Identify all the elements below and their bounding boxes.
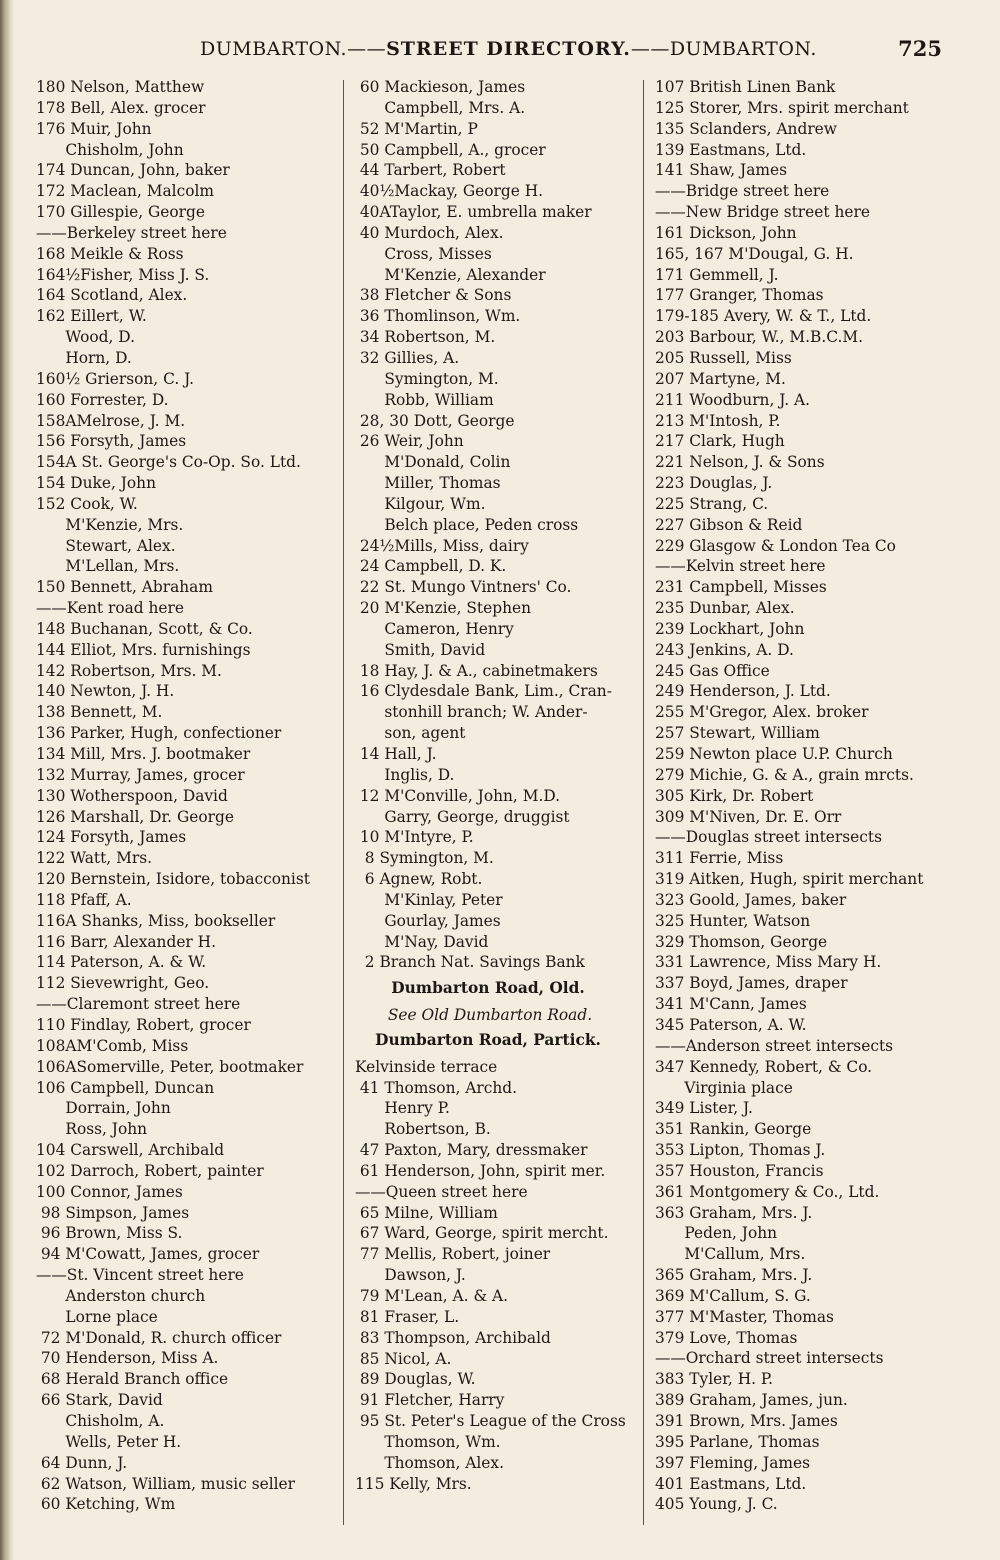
directory-entry: 66 Stark, David	[36, 1391, 163, 1410]
directory-entry: Kilgour, Wm.	[355, 494, 486, 513]
directory-entry: 116A Shanks, Miss, bookseller	[36, 911, 276, 930]
directory-entry: 24 Campbell, D. K.	[355, 557, 507, 576]
directory-entry: 142 Robertson, Mrs. M.	[36, 661, 222, 680]
directory-entry: 70 Henderson, Miss A.	[36, 1349, 219, 1368]
header-title: STREET DIRECTORY.	[386, 38, 631, 60]
directory-entry: 180 Nelson, Matthew	[36, 78, 205, 96]
directory-entry: son, agent	[355, 724, 466, 743]
directory-entry: 154 Duke, John	[36, 474, 156, 493]
directory-entry: 311 Ferrie, Miss	[655, 849, 784, 868]
directory-entry: Virginia place	[655, 1078, 793, 1097]
directory-entry: 161 Dickson, John	[655, 223, 797, 242]
directory-entry: 10 M'Intyre, P.	[355, 828, 474, 847]
street-heading: Dumbarton Road, Old.	[391, 979, 585, 998]
directory-entry: 77 Mellis, Robert, joiner	[355, 1245, 551, 1264]
directory-entry: 36 Thomlinson, Wm.	[355, 307, 521, 326]
directory-entry: Campbell, Mrs. A.	[355, 98, 526, 117]
directory-entry: Peden, John	[655, 1224, 778, 1243]
directory-entry: 160 Forrester, D.	[36, 390, 169, 409]
directory-entry: 337 Boyd, James, draper	[655, 974, 848, 993]
directory-entry: 391 Brown, Mrs. James	[655, 1412, 838, 1430]
directory-entry: Gourlay, James	[355, 911, 501, 930]
directory-entry: 150 Bennett, Abraham	[36, 578, 213, 597]
directory-entry: 41 Thomson, Archd.	[355, 1078, 518, 1097]
directory-column-1	[36, 77, 338, 1532]
directory-entry: 211 Woodburn, J. A.	[655, 390, 811, 409]
directory-entry: 115 Kelly, Mrs.	[355, 1474, 472, 1493]
directory-entry: 34 Robertson, M.	[355, 328, 496, 347]
directory-entry: 162 Eillert, W.	[36, 307, 147, 326]
directory-entry: Miller, Thomas	[355, 474, 501, 493]
cross-street-marker: ——Orchard street intersects	[655, 1349, 884, 1368]
directory-entry: 118 Pfaff, A.	[36, 890, 132, 909]
directory-entry: 363 Graham, Mrs. J.	[655, 1203, 813, 1222]
directory-entry: M'Donald, Colin	[355, 453, 511, 472]
directory-entry: 347 Kennedy, Robert, & Co.	[655, 1057, 873, 1076]
directory-entry: 177 Granger, Thomas	[655, 286, 824, 305]
directory-entry: 239 Lockhart, John	[655, 619, 805, 638]
directory-entry: 148 Buchanan, Scott, & Co.	[36, 619, 253, 638]
directory-entry: 351 Rankin, George	[655, 1120, 812, 1139]
directory-entry: 213 M'Intosh, P.	[655, 411, 781, 430]
directory-entry: 138 Bennett, M.	[36, 703, 163, 722]
directory-column-2	[355, 77, 635, 1532]
directory-entry: 257 Stewart, William	[655, 724, 820, 743]
directory-entry: 100 Connor, James	[36, 1182, 183, 1201]
directory-entry: 203 Barbour, W., M.B.C.M.	[655, 328, 864, 347]
directory-entry: 14 Hall, J.	[355, 745, 437, 763]
directory-entry: 95 St. Peter's League of the Cross	[355, 1412, 626, 1431]
directory-entry: 279 Michie, G. & A., grain mrcts.	[655, 765, 914, 784]
cross-street-marker: ——St. Vincent street here	[36, 1266, 244, 1285]
directory-entry: 174 Duncan, John, baker	[36, 161, 230, 180]
directory-entry: 65 Milne, William	[355, 1203, 498, 1222]
directory-entry: 341 M'Cann, James	[655, 995, 807, 1014]
directory-entry: 156 Forsyth, James	[36, 432, 187, 451]
directory-entry: 405 Young, J. C.	[655, 1495, 778, 1514]
directory-entry: 134 Mill, Mrs. J. bootmaker	[36, 745, 251, 763]
directory-entry: 122 Watt, Mrs.	[36, 849, 152, 868]
directory-entry: 229 Glasgow & London Tea Co	[655, 536, 896, 555]
directory-entry: 243 Jenkins, A. D.	[655, 640, 794, 659]
directory-entry: Belch place, Peden cross	[355, 515, 579, 534]
cross-street-marker: ——Kelvin street here	[655, 557, 826, 576]
directory-entry: 125 Storer, Mrs. spirit merchant	[655, 98, 909, 117]
directory-entry: Horn, D.	[36, 348, 132, 367]
directory-entry: 369 M'Callum, S. G.	[655, 1286, 811, 1305]
directory-entry: 383 Tyler, H. P.	[655, 1370, 774, 1389]
directory-entry: 72 M'Donald, R. church officer	[36, 1328, 282, 1347]
column-rule	[643, 80, 644, 1525]
directory-entry: 245 Gas Office	[655, 661, 770, 680]
directory-entry: 207 Martyne, M.	[655, 369, 786, 388]
header-left: DUMBARTON.	[200, 38, 348, 60]
directory-entry: 67 Ward, George, spirit mercht.	[355, 1224, 609, 1243]
directory-entry: 249 Henderson, J. Ltd.	[655, 682, 831, 701]
directory-entry: 120 Bernstein, Isidore, tobacconist	[36, 870, 310, 889]
directory-entry: Robertson, B.	[355, 1120, 491, 1139]
directory-entry: Thomson, Alex.	[355, 1453, 504, 1472]
directory-entry: 305 Kirk, Dr. Robert	[655, 786, 814, 805]
cross-street-marker: ——Berkeley street here	[36, 223, 227, 242]
directory-entry: Ross, John	[36, 1120, 148, 1139]
directory-entry: Anderston church	[36, 1286, 206, 1305]
directory-entry: 68 Herald Branch office	[36, 1370, 229, 1389]
directory-entry: 18 Hay, J. & A., cabinetmakers	[355, 661, 598, 680]
directory-entry: 38 Fletcher & Sons	[355, 286, 512, 305]
directory-entry: Lorne place	[36, 1307, 158, 1326]
directory-entry: 349 Lister, J.	[655, 1099, 753, 1118]
directory-entry: 164 Scotland, Alex.	[36, 286, 188, 305]
directory-entry: Garry, George, druggist	[355, 807, 570, 826]
directory-entry: Inglis, D.	[355, 765, 455, 784]
directory-entry: 28, 30 Dott, George	[355, 411, 515, 430]
directory-entry: Chisholm, A.	[36, 1412, 165, 1430]
directory-entry: 108AM'Comb, Miss	[36, 1036, 189, 1055]
cross-street-marker: ——Anderson street intersects	[655, 1036, 894, 1055]
directory-entry: Dorrain, John	[36, 1099, 171, 1118]
directory-entry: 231 Campbell, Misses	[655, 578, 827, 597]
directory-entry: 158AMelrose, J. M.	[36, 411, 186, 430]
header-dash: ——	[347, 38, 387, 60]
header-dash: ——	[630, 38, 670, 60]
directory-entry: 116 Barr, Alexander H.	[36, 932, 216, 951]
cross-street-marker: ——Bridge street here	[655, 182, 830, 201]
directory-entry: 24½Mills, Miss, dairy	[355, 536, 529, 555]
cross-street-marker: ——Claremont street here	[36, 995, 241, 1014]
directory-entry: 32 Gillies, A.	[355, 348, 460, 367]
cross-street-marker: ——Douglas street intersects	[655, 828, 882, 847]
directory-entry: M'Kenzie, Alexander	[355, 265, 546, 284]
directory-entry: 2 Branch Nat. Savings Bank	[355, 953, 585, 972]
directory-entry: M'Nay, David	[355, 932, 489, 951]
directory-entry: 64 Dunn, J.	[36, 1453, 128, 1472]
directory-entry: 217 Clark, Hugh	[655, 432, 785, 451]
directory-entry: 160½ Grierson, C. J.	[36, 369, 194, 388]
directory-entry: 12 M'Conville, John, M.D.	[355, 786, 561, 805]
directory-entry: stonhill branch; W. Ander-	[355, 703, 588, 722]
directory-entry: 361 Montgomery & Co., Ltd.	[655, 1182, 880, 1201]
directory-entry: 176 Muir, John	[36, 119, 152, 138]
directory-entry: 223 Douglas, J.	[655, 474, 773, 493]
cross-street-marker: ——Kent road here	[36, 599, 184, 618]
directory-entry: Dawson, J.	[355, 1266, 466, 1285]
directory-entry: 205 Russell, Miss	[655, 348, 792, 367]
directory-entry: 110 Findlay, Robert, grocer	[36, 1015, 251, 1034]
directory-entry: 329 Thomson, George	[655, 932, 828, 951]
directory-entry: Cameron, Henry	[355, 619, 514, 638]
cross-street-marker: ——New Bridge street here	[655, 203, 870, 222]
directory-entry: 85 Nicol, A.	[355, 1349, 452, 1368]
directory-entry: Kelvinside terrace	[355, 1057, 498, 1076]
directory-entry: 139 Eastmans, Ltd.	[655, 140, 807, 159]
directory-entry: 106 Campbell, Duncan	[36, 1078, 215, 1097]
directory-entry: 225 Strang, C.	[655, 494, 769, 513]
directory-entry: 52 M'Martin, P	[355, 119, 478, 138]
directory-entry: 106ASomerville, Peter, bootmaker	[36, 1057, 304, 1076]
directory-entry: Chisholm, John	[36, 140, 184, 159]
directory-entry: 171 Gemmell, J.	[655, 265, 779, 284]
header-right: DUMBARTON.	[669, 38, 817, 60]
directory-entry: 331 Lawrence, Miss Mary H.	[655, 953, 882, 972]
directory-entry: Robb, William	[355, 390, 494, 409]
directory-entry: 389 Graham, James, jun.	[655, 1391, 848, 1410]
directory-entry: 395 Parlane, Thomas	[655, 1432, 820, 1451]
directory-entry: 141 Shaw, James	[655, 161, 787, 180]
directory-entry: M'Kenzie, Mrs.	[36, 515, 184, 534]
directory-entry: 61 Henderson, John, spirit mer.	[355, 1161, 606, 1180]
column-rule	[343, 80, 344, 1525]
directory-entry: Henry P.	[355, 1099, 450, 1118]
directory-entry: 104 Carswell, Archibald	[36, 1141, 225, 1160]
street-heading: Dumbarton Road, Partick.	[375, 1031, 601, 1050]
directory-entry: 323 Goold, James, baker	[655, 890, 847, 909]
directory-entry: 60 Mackieson, James	[355, 78, 526, 96]
directory-entry: 94 M'Cowatt, James, grocer	[36, 1245, 260, 1264]
directory-entry: 136 Parker, Hugh, confectioner	[36, 724, 282, 743]
directory-entry: Symington, M.	[355, 369, 499, 388]
directory-entry: 47 Paxton, Mary, dressmaker	[355, 1141, 588, 1160]
directory-entry: 96 Brown, Miss S.	[36, 1224, 183, 1243]
directory-entry: Smith, David	[355, 640, 486, 659]
directory-entry: 353 Lipton, Thomas J.	[655, 1141, 826, 1160]
directory-entry: 22 St. Mungo Vintners' Co.	[355, 578, 572, 597]
directory-entry: 170 Gillespie, George	[36, 203, 205, 222]
directory-entry: 135 Sclanders, Andrew	[655, 119, 837, 138]
running-header	[200, 38, 817, 70]
directory-entry: 62 Watson, William, music seller	[36, 1474, 296, 1493]
page-number: 725	[898, 36, 942, 61]
directory-entry: Cross, Misses	[355, 244, 492, 263]
directory-entry: Wood, D.	[36, 328, 135, 347]
directory-entry: 102 Darroch, Robert, painter	[36, 1161, 264, 1180]
book-spine-shadow	[0, 0, 14, 1560]
directory-entry: 126 Marshall, Dr. George	[36, 807, 234, 826]
directory-entry: Wells, Peter H.	[36, 1432, 182, 1451]
cross-street-marker: ——Queen street here	[355, 1182, 528, 1201]
directory-entry: 112 Sievewright, Geo.	[36, 974, 210, 993]
directory-entry: 325 Hunter, Watson	[655, 911, 811, 930]
directory-entry: 319 Aitken, Hugh, spirit merchant	[655, 870, 924, 889]
directory-entry: 40½Mackay, George H.	[355, 182, 544, 201]
directory-entry: 6 Agnew, Robt.	[355, 870, 483, 889]
directory-entry: 152 Cook, W.	[36, 494, 138, 513]
directory-entry: 165, 167 M'Dougal, G. H.	[655, 244, 854, 263]
directory-entry: 130 Wotherspoon, David	[36, 786, 228, 805]
directory-entry: 26 Weir, John	[355, 432, 464, 451]
directory-entry: 40ATaylor, E. umbrella maker	[355, 203, 592, 222]
directory-entry: 401 Eastmans, Ltd.	[655, 1474, 807, 1493]
directory-entry: 221 Nelson, J. & Sons	[655, 453, 825, 472]
directory-entry: 98 Simpson, James	[36, 1203, 190, 1222]
directory-entry: Thomson, Wm.	[355, 1432, 501, 1451]
directory-entry: 397 Fleming, James	[655, 1453, 810, 1472]
directory-entry: 179-185 Avery, W. & T., Ltd.	[655, 307, 872, 326]
directory-entry: 144 Elliot, Mrs. furnishings	[36, 640, 251, 659]
directory-entry: 107 British Linen Bank	[655, 78, 836, 96]
directory-entry: 44 Tarbert, Robert	[355, 161, 506, 180]
directory-entry: M'Kinlay, Peter	[355, 890, 503, 909]
directory-entry: 140 Newton, J. H.	[36, 682, 175, 701]
directory-entry: 132 Murray, James, grocer	[36, 765, 245, 784]
directory-entry: 227 Gibson & Reid	[655, 515, 803, 534]
directory-entry: 172 Maclean, Malcolm	[36, 182, 214, 201]
directory-entry: 379 Love, Thomas	[655, 1328, 798, 1347]
directory-entry: 91 Fletcher, Harry	[355, 1391, 505, 1410]
directory-entry: 259 Newton place U.P. Church	[655, 745, 893, 763]
directory-entry: 168 Meikle & Ross	[36, 244, 184, 263]
directory-entry: 83 Thompson, Archibald	[355, 1328, 551, 1347]
directory-entry: 255 M'Gregor, Alex. broker	[655, 703, 869, 722]
directory-entry: 50 Campbell, A., grocer	[355, 140, 546, 159]
directory-entry: 124 Forsyth, James	[36, 828, 187, 847]
directory-entry: 377 M'Master, Thomas	[655, 1307, 834, 1326]
directory-entry: 81 Fraser, L.	[355, 1307, 460, 1326]
directory-entry: 114 Paterson, A. & W.	[36, 953, 207, 972]
directory-column-3	[655, 77, 945, 1532]
directory-entry: 79 M'Lean, A. & A.	[355, 1287, 509, 1305]
directory-entry: M'Lellan, Mrs.	[36, 557, 180, 576]
directory-entry: 60 Ketching, Wm	[36, 1495, 176, 1514]
directory-entry: 154A St. George's Co-Op. So. Ltd.	[36, 453, 301, 472]
directory-entry: M'Callum, Mrs.	[655, 1245, 806, 1264]
directory-entry: 345 Paterson, A. W.	[655, 1015, 807, 1034]
directory-entry: Stewart, Alex.	[36, 536, 176, 555]
directory-entry: 235 Dunbar, Alex.	[655, 599, 795, 618]
directory-entry: 309 M'Niven, Dr. E. Orr	[655, 807, 842, 826]
cross-reference: See Old Dumbarton Road.	[387, 1005, 593, 1024]
directory-entry: 20 M'Kenzie, Stephen	[355, 599, 532, 618]
directory-entry: 16 Clydesdale Bank, Lim., Cran-	[355, 682, 612, 701]
directory-entry: 8 Symington, M.	[355, 849, 494, 868]
directory-entry: 40 Murdoch, Alex.	[355, 223, 504, 242]
directory-entry: 357 Houston, Francis	[655, 1161, 824, 1180]
directory-entry: 89 Douglas, W.	[355, 1370, 476, 1389]
directory-entry: 164½Fisher, Miss J. S.	[36, 265, 210, 284]
directory-entry: 178 Bell, Alex. grocer	[36, 98, 206, 117]
directory-entry: 365 Graham, Mrs. J.	[655, 1266, 813, 1285]
